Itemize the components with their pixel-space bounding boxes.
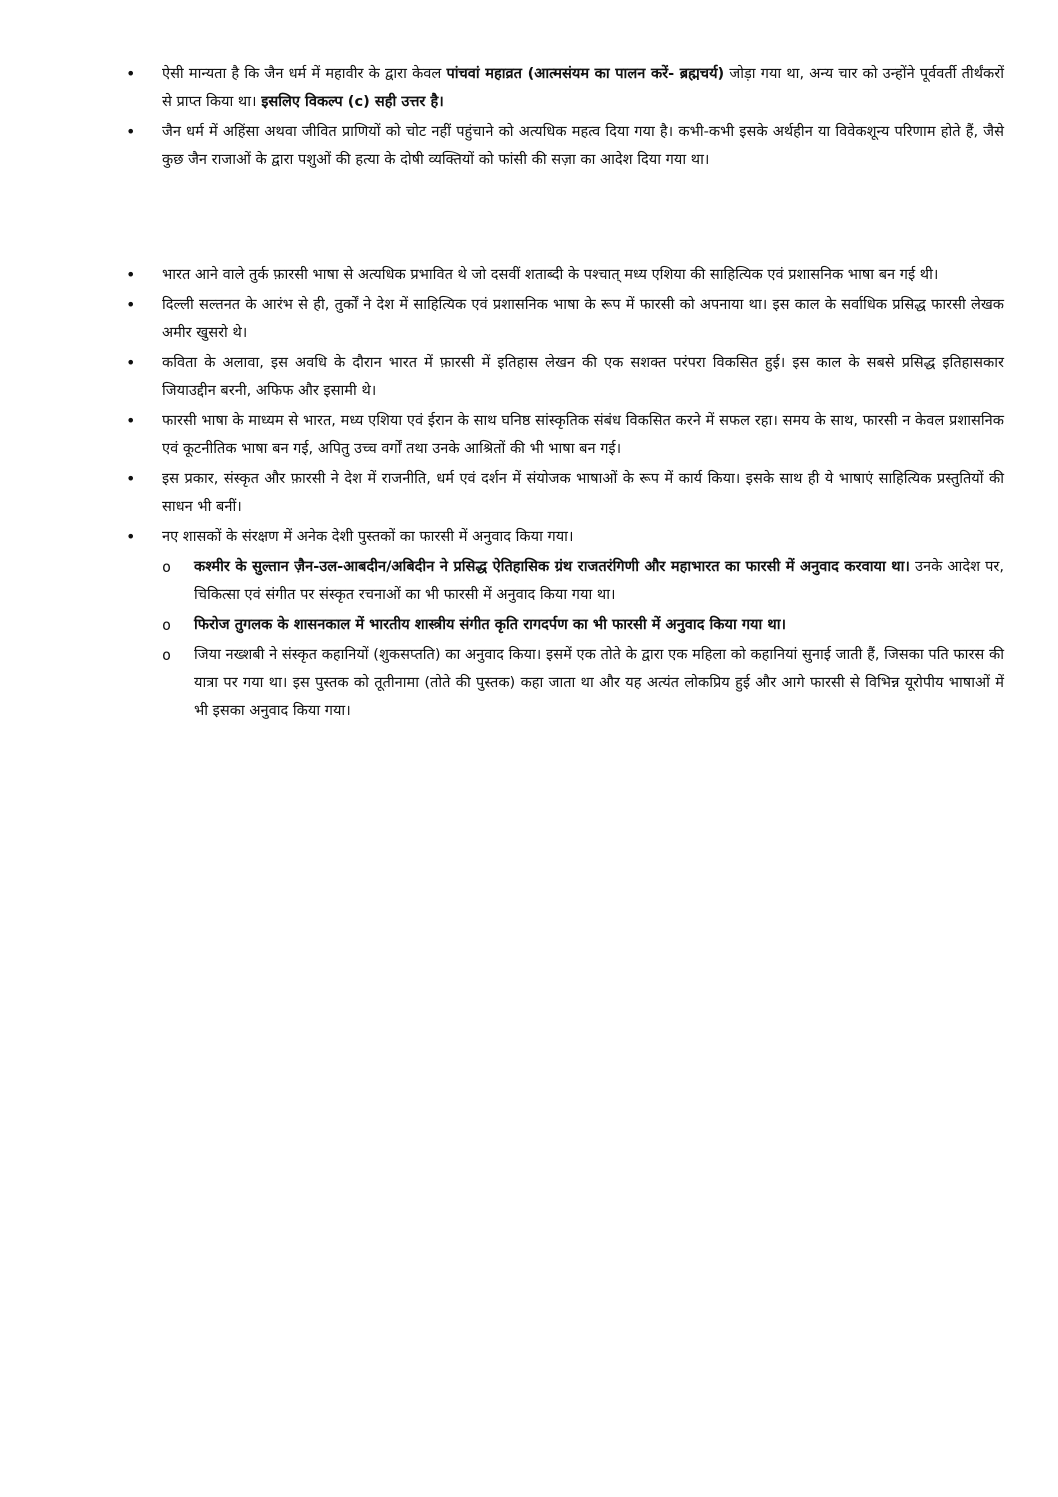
bullet-item (84, 261, 1004, 289)
q5-bullet-list (84, 261, 1004, 551)
text-run: फारसी भाषा के माध्यम से भारत, मध्य एशिया एवं ईरान के साथ घनिष्ठ सांस्कृतिक संबंध विकसित करने में सफल रहा। समय के साथ, फारसी न केवल प्रशासनिक एवं कूटनीतिक भाषा बन गई, अपितु उच्च वर्गों तथा उनके आश्रितों की भी भाषा बन गई। (162, 412, 1004, 457)
q6-section (84, 857, 1004, 866)
sub-bullet-item (84, 553, 1004, 609)
text-run: इस प्रकार, संस्कृत और फ़ारसी ने देश में राजनीति, धर्म एवं दर्शन में संयोजक भाषाओं के रूप में कार्य किया। इसके साथ ही ये भाषाएं साहित्यिक प्रस्तुतियों की साधन भी बनीं। (162, 470, 1004, 515)
bullet-item (84, 60, 1004, 116)
q7-section (84, 1148, 1004, 1160)
text-run: कविता के अलावा, इस अवधि के दौरान भारत में फ़ारसी में इतिहास लेखन की एक सशक्त परंपरा विकसित हुई। इस काल के सबसे प्रसिद्ध इतिहासकार जियाउद्दीन बरनी, अफिफ और इसामी थे। (162, 354, 1004, 399)
text-run: जोड़ा गया था, अन्य चार को उन्होंने पूर्ववर्ती तीर्थंकरों से प्राप्त किया था। (162, 65, 1004, 110)
bullet-item (84, 407, 1004, 463)
text-run: नए शासकों के संरक्षण में अनेक देशी पुस्तकों का फारसी में अनुवाद किया गया। (162, 528, 574, 545)
q4-bullet-list (84, 60, 1004, 174)
bullet-item (84, 349, 1004, 405)
bold-text: पांचवां महाव्रत (आत्मसंयम का पालन करें- ब्रह्मचर्य) (446, 65, 725, 82)
text-run: ऐसी मान्यता है कि जैन धर्म में महावीर के द्वारा केवल (162, 65, 447, 82)
text-run: उनके आदेश पर, चिकित्सा एवं संगीत पर संस्कृत रचनाओं का भी फारसी में अनुवाद किया गया था। (194, 558, 1004, 603)
text-run: जिया नख्शबी ने संस्कृत कहानियों (शुकसप्तति) का अनुवाद किया। इसमें एक तोते के द्वारा एक महिला को कहानियां सुनाई जाती हैं, जिसका पति फारस की यात्रा पर गया था। इस पुस्तक को तूतीनामा (तोते की पुस्तक) कहा जाता था और यह अत्यंत लोकप्रिय हुई और आगे फारसी से विभिन्न यूरोपीय भाषाओं में भी इसका अनुवाद किया गया। (194, 646, 1004, 719)
text-run: भारत आने वाले तुर्क फ़ारसी भाषा से अत्यधिक प्रभावित थे जो दसवीं शताब्दी के पश्चात् मध्य एशिया की साहित्यिक एवं प्रशासनिक भाषा बन गई थी। (162, 266, 939, 283)
bullet-item (84, 118, 1004, 174)
q5-sub-bullet-list (84, 553, 1004, 725)
sub-bullet-item (84, 611, 1004, 639)
bullet-item (84, 523, 1004, 551)
bullet-item (84, 291, 1004, 347)
text-run: दिल्ली सल्तनत के आरंभ से ही, तुर्कों ने देश में साहित्यिक एवं प्रशासनिक भाषा के रूप में फारसी को अपनाया था। इस काल के सर्वाधिक प्रसिद्ध फारसी लेखक अमीर खुसरो थे। (162, 296, 1004, 341)
bullet-item (84, 465, 1004, 521)
q5-section (84, 250, 1004, 727)
text-run: जैन धर्म में अहिंसा अथवा जीवित प्राणियों को चोट नहीं पहुंचाने को अत्यधिक महत्व दिया गया है। कभी-कभी इसके अर्थहीन या विवेकशून्य परिणाम होते हैं, जैसे कुछ जैन राजाओं के द्वारा पशुओं की हत्या के दोषी व्यक्तियों को फांसी की सज़ा का आदेश दिया गया था। (162, 123, 1004, 168)
page-footer (84, 1402, 974, 1426)
bold-text: इसलिए विकल्प (c) सही उत्तर है। (261, 93, 444, 110)
bold-text: कश्मीर के सुल्तान ज़ैन-उल-आबदीन/अबिदीन ने प्रसिद्ध ऐतिहासिक ग्रंथ राजतरंगिणी और महाभारत का फारसी में अनुवाद करवाया था। (194, 558, 910, 575)
sub-bullet-item (84, 641, 1004, 725)
bold-text: फिरोज तुगलक के शासनकाल में भारतीय शास्त्रीय संगीत कृति रागदर्पण का भी फारसी में अनुवाद किया गया था। (194, 616, 787, 633)
q4-continuation (84, 60, 1004, 176)
